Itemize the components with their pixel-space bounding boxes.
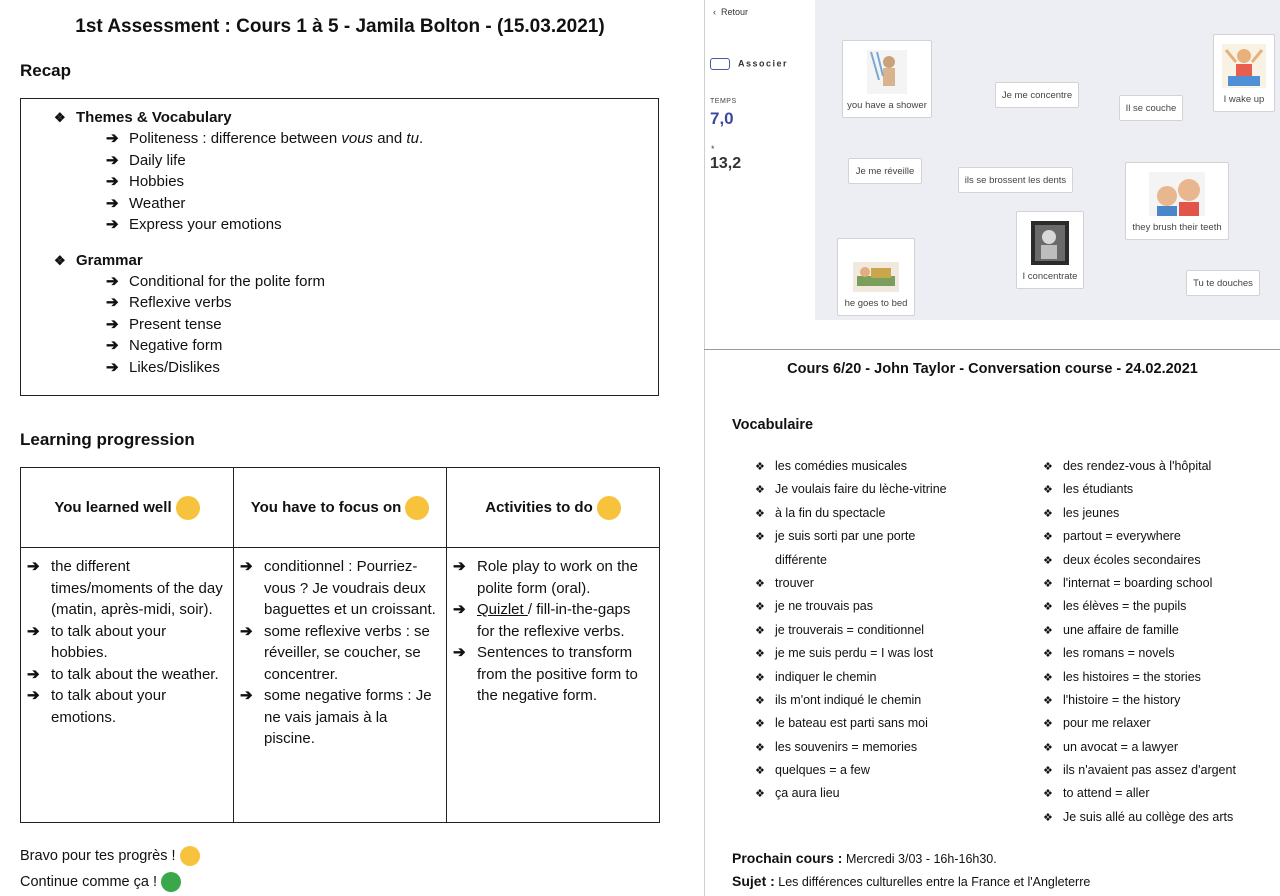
diamond-bullet-icon: ❖ bbox=[54, 252, 66, 268]
themes-list bbox=[54, 128, 658, 236]
list-item: ❖ Je suis allé au collège des arts bbox=[1043, 807, 1236, 830]
list-item: ❖ les jeunes bbox=[1043, 503, 1236, 526]
list-item: ➔ Negative form bbox=[106, 335, 658, 357]
flexed-biceps-icon bbox=[597, 496, 621, 520]
vocabulary-list-2 bbox=[1043, 456, 1236, 830]
list-item: ❖ un avocat = a lawyer bbox=[1043, 737, 1236, 760]
list-item: ➔ to talk about your hobbies. bbox=[27, 622, 167, 661]
diamond-bullet-icon: ❖ bbox=[1043, 507, 1053, 520]
progression-table bbox=[20, 467, 660, 823]
match-card[interactable]: Il se couche bbox=[1119, 95, 1183, 121]
concentrate-image bbox=[1031, 221, 1069, 265]
table-header: You learned well bbox=[21, 468, 234, 548]
list-item: ❖ deux écoles secondaires bbox=[1043, 550, 1236, 573]
diamond-bullet-icon: ❖ bbox=[1043, 765, 1053, 778]
list-item: ➔ Weather bbox=[106, 193, 658, 215]
wake-up-image bbox=[1222, 44, 1266, 88]
pointing-hand-icon bbox=[405, 496, 429, 520]
list-item: ➔ some reflexive verbs : se réveiller, se coucher, se concentrer. bbox=[240, 622, 430, 683]
arrow-icon: ➔ bbox=[106, 272, 119, 290]
match-card[interactable]: they brush their teeth bbox=[1125, 162, 1229, 240]
score-label: * bbox=[711, 144, 715, 154]
diamond-bullet-icon: ❖ bbox=[1043, 788, 1053, 801]
list-item: ➔ Express your emotions bbox=[106, 214, 658, 236]
match-mode-icon bbox=[710, 58, 730, 70]
diamond-bullet-icon: ❖ bbox=[755, 601, 765, 614]
list-item: ❖ ça aura lieu bbox=[755, 783, 947, 806]
list-item: ❖ les élèves = the pupils bbox=[1043, 596, 1236, 619]
arrow-icon: ➔ bbox=[27, 665, 40, 683]
arrow-icon: ➔ bbox=[106, 337, 119, 354]
quizlet-link[interactable]: Quizlet bbox=[477, 601, 528, 618]
diamond-bullet-icon: ❖ bbox=[1043, 484, 1053, 497]
diamond-bullet-icon: ❖ bbox=[755, 507, 765, 520]
list-item: ➔ some negative forms : Je ne vais jamais à la piscine. bbox=[240, 687, 432, 747]
list-item: ❖ ils m'ont indiqué le chemin bbox=[755, 690, 947, 713]
list-item: ❖ le bateau est parti sans moi bbox=[755, 713, 947, 736]
table-header: Activities to do bbox=[447, 468, 660, 548]
list-item: ➔ Likes/Dislikes bbox=[106, 357, 658, 379]
learned-well-cell bbox=[21, 548, 234, 823]
list-item: ❖ pour me relaxer bbox=[1043, 713, 1236, 736]
progression-heading: Learning progression bbox=[20, 430, 195, 449]
time-value: 7,0 bbox=[710, 109, 734, 128]
list-item: ❖ les étudiants bbox=[1043, 479, 1236, 502]
list-item: ❖ je suis sorti par une porte bbox=[755, 526, 947, 549]
course-title: Cours 6/20 - John Taylor - Conversation course - 24.02.2021 bbox=[787, 361, 1198, 377]
diamond-bullet-icon: ❖ bbox=[755, 577, 765, 590]
diamond-bullet-icon: ❖ bbox=[755, 741, 765, 754]
list-item: ❖ les comédies musicales bbox=[755, 456, 947, 479]
arrow-icon: ➔ bbox=[27, 622, 40, 640]
diamond-bullet-icon: ❖ bbox=[1043, 624, 1053, 637]
vocabulary-heading: Vocabulaire bbox=[732, 417, 814, 433]
arrow-icon: ➔ bbox=[106, 294, 119, 311]
list-item: ❖ to attend = aller bbox=[1043, 783, 1236, 806]
arrow-icon: ➔ bbox=[106, 151, 119, 169]
course-subject: Sujet : Les différences culturelles entre la France et l'Angleterre bbox=[732, 873, 1091, 889]
horizontal-divider bbox=[704, 349, 1280, 350]
diamond-bullet-icon: ❖ bbox=[1043, 648, 1053, 661]
list-item: ❖ partout = everywhere bbox=[1043, 526, 1236, 549]
diamond-bullet-icon: ❖ bbox=[1043, 694, 1053, 707]
document-title: 1st Assessment : Cours 1 à 5 - Jamila Bolton - (15.03.2021) bbox=[75, 16, 605, 37]
recap-heading: Recap bbox=[20, 61, 72, 80]
match-card[interactable]: Je me réveille bbox=[848, 158, 922, 184]
grammar-section bbox=[54, 250, 658, 379]
shower-image bbox=[867, 50, 907, 94]
arrow-icon: ➔ bbox=[106, 130, 119, 147]
grammar-list bbox=[54, 271, 658, 379]
arrow-icon: ➔ bbox=[106, 173, 119, 190]
list-item: ❖ quelques = a few bbox=[755, 760, 947, 783]
themes-section bbox=[54, 107, 658, 236]
match-card[interactable]: I wake up bbox=[1213, 34, 1275, 112]
arrow-icon: ➔ bbox=[106, 358, 119, 376]
recap-box bbox=[20, 98, 659, 396]
diamond-bullet-icon: ❖ bbox=[1043, 554, 1053, 567]
list-item: ➔ conditionnel : Pourriez-vous ? Je voudrais deux baguettes et un croissant. bbox=[240, 558, 436, 618]
four-leaf-clover-icon bbox=[161, 872, 181, 892]
game-board bbox=[815, 0, 1280, 320]
list-item: ➔ Conditional for the polite form bbox=[106, 271, 658, 293]
grammar-heading: Grammar bbox=[76, 251, 143, 269]
list-item: ➔ Reflexive verbs bbox=[106, 292, 658, 314]
chevron-left-icon: ‹ bbox=[713, 7, 716, 17]
back-button[interactable]: ‹ Retour bbox=[713, 7, 749, 17]
arrow-icon: ➔ bbox=[27, 687, 40, 704]
score-value: 13,2 bbox=[710, 155, 742, 172]
diamond-bullet-icon: ❖ bbox=[755, 718, 765, 731]
list-item: ❖ l'histoire = the history bbox=[1043, 690, 1236, 713]
list-item: ➔ Present tense bbox=[106, 314, 658, 336]
diamond-bullet-icon: ❖ bbox=[755, 624, 765, 637]
list-item: ❖ Je voulais faire du lèche-vitrine bbox=[755, 479, 947, 502]
arrow-icon: ➔ bbox=[240, 558, 253, 575]
match-card[interactable]: he goes to bed bbox=[837, 238, 915, 316]
match-card[interactable]: ils se brossent les dents bbox=[958, 167, 1073, 193]
next-course: Prochain cours : Mercredi 3/03 - 16h-16h30. bbox=[732, 850, 997, 866]
list-item: ❖ à la fin du spectacle bbox=[755, 503, 947, 526]
list-item: ❖ l'internat = boarding school bbox=[1043, 573, 1236, 596]
list-item: ➔ Role play to work on the polite form (oral). bbox=[453, 558, 638, 597]
diamond-bullet-icon: ❖ bbox=[1043, 811, 1053, 824]
diamond-bullet-icon: ❖ bbox=[755, 694, 765, 707]
list-item: ❖ les souvenirs = memories bbox=[755, 737, 947, 760]
arrow-icon: ➔ bbox=[453, 558, 466, 575]
activities-cell bbox=[447, 548, 660, 823]
brushing-teeth-image bbox=[1149, 172, 1205, 216]
list-item: ❖ ils n'avaient pas assez d'argent bbox=[1043, 760, 1236, 783]
diamond-bullet-icon: ❖ bbox=[755, 648, 765, 661]
diamond-bullet-icon: ❖ bbox=[1043, 461, 1053, 473]
thumbs-up-icon bbox=[176, 496, 200, 520]
diamond-bullet-icon: ❖ bbox=[1043, 741, 1053, 754]
focus-on-cell bbox=[234, 548, 447, 823]
arrow-icon: ➔ bbox=[453, 601, 466, 618]
match-card[interactable]: Tu te douches bbox=[1186, 270, 1260, 296]
game-sidebar bbox=[705, 0, 815, 320]
diamond-bullet-icon: ❖ bbox=[54, 110, 66, 125]
closing-line-1: Bravo pour tes progrès ! bbox=[20, 846, 200, 866]
list-item: ➔ to talk about the weather. bbox=[51, 664, 225, 686]
mode-label: Associer bbox=[710, 58, 788, 70]
diamond-bullet-icon: ❖ bbox=[1043, 671, 1053, 684]
diamond-bullet-icon: ❖ bbox=[755, 765, 765, 778]
table-header: You have to focus on bbox=[234, 468, 447, 548]
list-item: ➔ Daily life bbox=[106, 150, 658, 172]
list-item: ❖ je me suis perdu = I was lost bbox=[755, 643, 947, 666]
list-item: ❖ trouver bbox=[755, 573, 947, 596]
list-item: ❖ les romans = novels bbox=[1043, 643, 1236, 666]
list-item: ➔ Hobbies bbox=[106, 171, 658, 193]
list-item: ➔ to talk about your emotions. bbox=[27, 687, 167, 726]
diamond-bullet-icon: ❖ bbox=[1043, 601, 1053, 614]
arrow-icon: ➔ bbox=[106, 216, 119, 233]
clapping-hands-icon bbox=[180, 846, 200, 866]
match-card[interactable]: I concentrate bbox=[1016, 211, 1084, 289]
matching-game-panel bbox=[705, 0, 1280, 320]
time-label: TEMPS bbox=[710, 98, 737, 105]
diamond-bullet-icon: ❖ bbox=[755, 484, 765, 497]
list-item: différente bbox=[775, 552, 827, 567]
vocabulary-list-1 bbox=[755, 456, 947, 807]
list-item: ➔ Sentences to transform from the positive form to the negative form. bbox=[453, 644, 638, 704]
list-item: ➔ the different times/moments of the day (matin, après-midi, soir). bbox=[27, 558, 223, 618]
diamond-bullet-icon: ❖ bbox=[755, 788, 765, 801]
list-item: ❖ une affaire de famille bbox=[1043, 620, 1236, 643]
list-item: ❖ indiquer le chemin bbox=[755, 667, 947, 690]
arrow-icon: ➔ bbox=[27, 558, 40, 575]
list-item: ➔ Quizlet / fill-in-the-gaps for the reflexive verbs. bbox=[453, 601, 631, 640]
arrow-icon: ➔ bbox=[106, 194, 119, 212]
themes-heading: Themes & Vocabulary bbox=[76, 109, 232, 126]
arrow-icon: ➔ bbox=[240, 687, 253, 704]
list-item: ❖ je trouverais = conditionnel bbox=[755, 620, 947, 643]
diamond-bullet-icon: ❖ bbox=[755, 531, 765, 544]
arrow-icon: ➔ bbox=[240, 622, 253, 640]
list-item: ❖ les histoires = the stories bbox=[1043, 667, 1236, 690]
closing-line-2: Continue comme ça ! bbox=[20, 872, 181, 892]
list-item: ➔ Politeness : difference between vous and tu. bbox=[106, 128, 658, 150]
bed-image bbox=[853, 262, 899, 292]
list-item: ❖ je ne trouvais pas bbox=[755, 596, 947, 619]
diamond-bullet-icon: ❖ bbox=[1043, 577, 1053, 590]
match-card[interactable]: Je me concentre bbox=[995, 82, 1079, 108]
diamond-bullet-icon: ❖ bbox=[1043, 531, 1053, 544]
diamond-bullet-icon: ❖ bbox=[1043, 718, 1053, 731]
arrow-icon: ➔ bbox=[106, 315, 119, 333]
list-item: ❖ des rendez-vous à l'hôpital bbox=[1043, 456, 1236, 479]
arrow-icon: ➔ bbox=[453, 644, 466, 661]
diamond-bullet-icon: ❖ bbox=[755, 461, 765, 473]
match-card[interactable]: you have a shower bbox=[842, 40, 932, 118]
diamond-bullet-icon: ❖ bbox=[755, 671, 765, 684]
